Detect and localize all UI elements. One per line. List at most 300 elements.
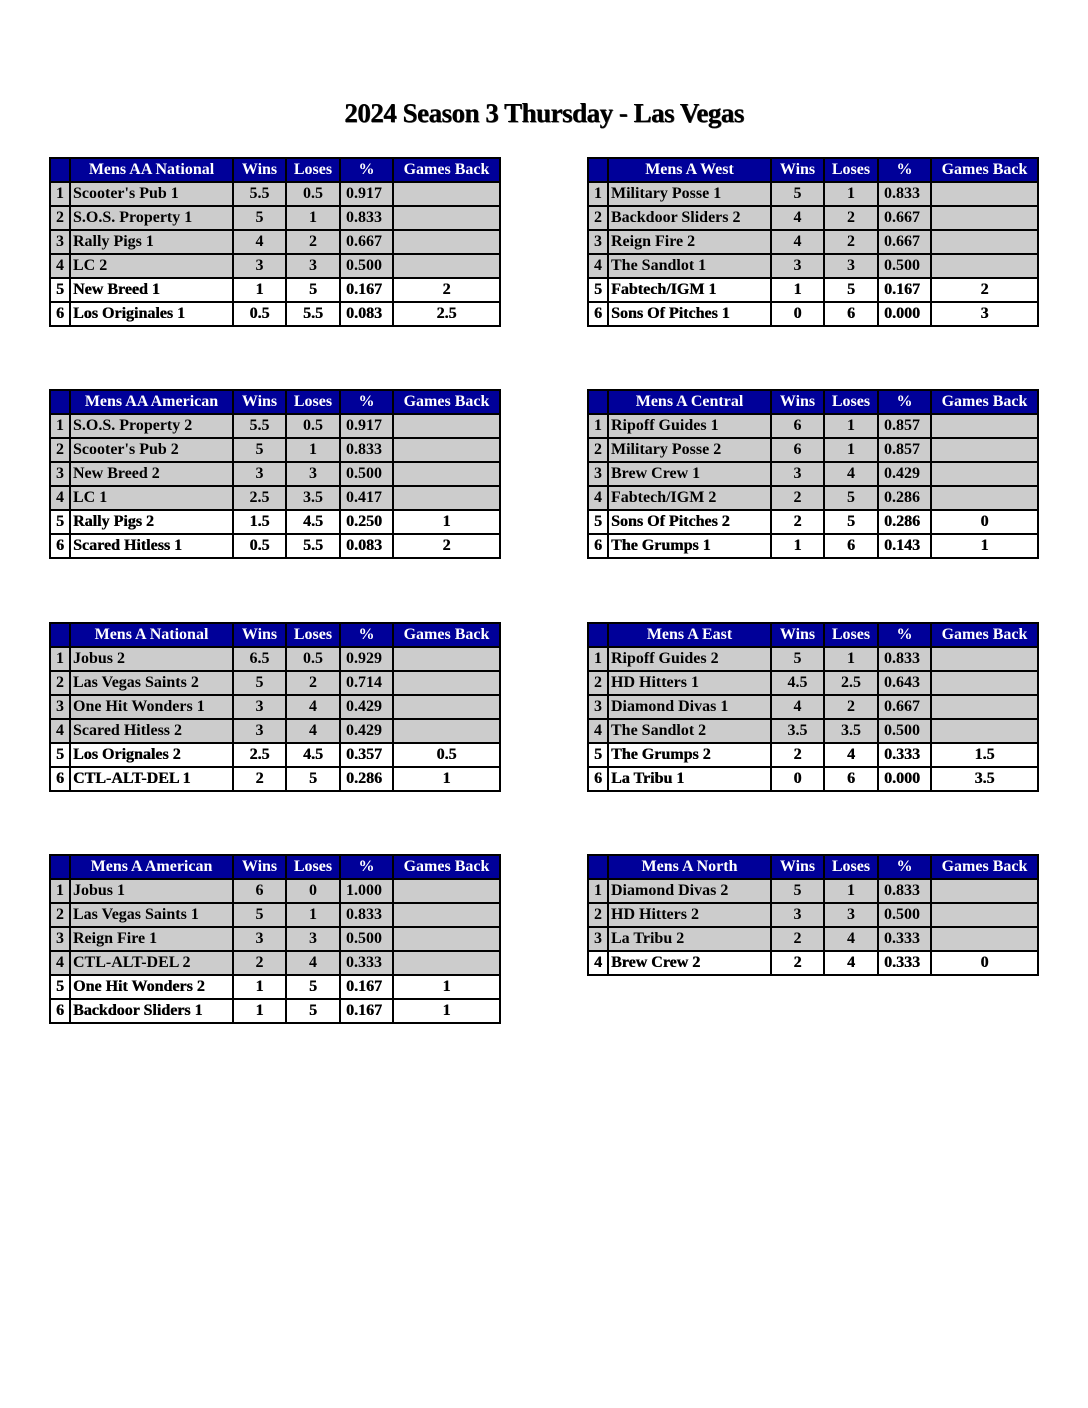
team-name-cell: New Breed 1 xyxy=(70,278,233,302)
team-name-cell: One Hit Wonders 2 xyxy=(70,975,233,999)
rank-cell: 6 xyxy=(50,302,70,326)
loses-cell: 1 xyxy=(824,879,878,903)
table-row xyxy=(50,230,500,254)
games-back-cell: 1.5 xyxy=(931,743,1038,767)
rank-header xyxy=(588,623,608,647)
rank-cell: 5 xyxy=(588,510,608,534)
team-name-cell: Rally Pigs 1 xyxy=(70,230,233,254)
pct-cell: 0.500 xyxy=(340,254,393,278)
games-back-cell xyxy=(393,486,500,510)
team-name-cell: Scared Hitless 1 xyxy=(70,534,233,558)
games-back-cell xyxy=(393,719,500,743)
wins-cell: 5 xyxy=(233,206,286,230)
loses-cell: 1 xyxy=(286,438,340,462)
division-name: Mens A Central xyxy=(608,390,771,414)
rank-cell: 6 xyxy=(50,767,70,791)
wins-cell: 2 xyxy=(771,510,824,534)
games-back-cell: 2 xyxy=(931,278,1038,302)
loses-cell: 2 xyxy=(824,206,878,230)
pct-cell: 0.286 xyxy=(878,486,931,510)
loses-cell: 3 xyxy=(286,254,340,278)
games-back-cell: 0.5 xyxy=(393,743,500,767)
pct-cell: 0.500 xyxy=(878,903,931,927)
loses-cell: 2 xyxy=(824,230,878,254)
division-name: Mens A National xyxy=(70,623,233,647)
wins-cell: 2 xyxy=(771,743,824,767)
team-name-cell: The Sandlot 2 xyxy=(608,719,771,743)
loses-cell: 4.5 xyxy=(286,743,340,767)
table-row xyxy=(588,510,1038,534)
standings-table xyxy=(49,854,501,1024)
loses-cell: 4 xyxy=(824,927,878,951)
games-back-cell: 3.5 xyxy=(931,767,1038,791)
games-back-cell: 0 xyxy=(931,951,1038,975)
rank-cell: 5 xyxy=(50,743,70,767)
loses-cell: 2 xyxy=(286,671,340,695)
loses-header: Loses xyxy=(286,855,340,879)
division-name: Mens A East xyxy=(608,623,771,647)
team-name-cell: CTL-ALT-DEL 2 xyxy=(70,951,233,975)
loses-cell: 4 xyxy=(824,951,878,975)
games-back-cell xyxy=(931,462,1038,486)
wins-header: Wins xyxy=(771,623,824,647)
rank-cell: 1 xyxy=(50,647,70,671)
loses-cell: 1 xyxy=(824,182,878,206)
division-name: Mens AA American xyxy=(70,390,233,414)
wins-cell: 0 xyxy=(771,767,824,791)
table-row xyxy=(50,438,500,462)
table-row xyxy=(588,230,1038,254)
loses-cell: 5 xyxy=(824,510,878,534)
pct-cell: 0.643 xyxy=(878,671,931,695)
wins-cell: 5 xyxy=(771,647,824,671)
wins-cell: 1 xyxy=(771,278,824,302)
table-row xyxy=(50,927,500,951)
rank-cell: 2 xyxy=(588,903,608,927)
games-back-cell xyxy=(393,695,500,719)
rank-cell: 6 xyxy=(50,999,70,1023)
pct-cell: 0.083 xyxy=(340,302,393,326)
standings-table xyxy=(49,157,501,327)
table-row xyxy=(588,879,1038,903)
loses-cell: 3.5 xyxy=(286,486,340,510)
table-row xyxy=(50,975,500,999)
wins-cell: 1 xyxy=(233,999,286,1023)
wins-cell: 2 xyxy=(233,767,286,791)
team-name-cell: Ripoff Guides 1 xyxy=(608,414,771,438)
games-back-cell xyxy=(393,647,500,671)
games-back-cell xyxy=(931,230,1038,254)
games-back-cell xyxy=(931,182,1038,206)
games-back-cell xyxy=(931,486,1038,510)
loses-cell: 4 xyxy=(286,951,340,975)
loses-cell: 0 xyxy=(286,879,340,903)
table-row xyxy=(588,671,1038,695)
loses-cell: 6 xyxy=(824,767,878,791)
team-name-cell: Backdoor Sliders 1 xyxy=(70,999,233,1023)
games-back-header: Games Back xyxy=(393,158,500,182)
loses-cell: 5 xyxy=(286,767,340,791)
rank-cell: 6 xyxy=(588,534,608,558)
table-header-row xyxy=(50,390,500,414)
team-name-cell: The Grumps 2 xyxy=(608,743,771,767)
rank-header xyxy=(50,390,70,414)
table-row xyxy=(50,206,500,230)
wins-cell: 0 xyxy=(771,302,824,326)
rank-cell: 5 xyxy=(588,278,608,302)
rank-cell: 2 xyxy=(588,206,608,230)
team-name-cell: Diamond Divas 2 xyxy=(608,879,771,903)
wins-cell: 3.5 xyxy=(771,719,824,743)
team-name-cell: Reign Fire 2 xyxy=(608,230,771,254)
games-back-cell xyxy=(393,414,500,438)
team-name-cell: Diamond Divas 1 xyxy=(608,695,771,719)
games-back-cell: 1 xyxy=(393,510,500,534)
games-back-cell xyxy=(393,230,500,254)
team-name-cell: One Hit Wonders 1 xyxy=(70,695,233,719)
loses-cell: 4 xyxy=(824,462,878,486)
rank-cell: 1 xyxy=(588,647,608,671)
games-back-cell xyxy=(393,254,500,278)
team-name-cell: La Tribu 2 xyxy=(608,927,771,951)
table-row xyxy=(50,743,500,767)
rank-cell: 5 xyxy=(50,510,70,534)
pct-cell: 0.143 xyxy=(878,534,931,558)
team-name-cell: Brew Crew 2 xyxy=(608,951,771,975)
table-row xyxy=(50,510,500,534)
team-name-cell: Military Posse 1 xyxy=(608,182,771,206)
pct-header: % xyxy=(878,855,931,879)
table-row xyxy=(50,671,500,695)
loses-cell: 4 xyxy=(286,719,340,743)
pct-cell: 0.000 xyxy=(878,302,931,326)
rank-cell: 6 xyxy=(588,302,608,326)
rank-cell: 3 xyxy=(588,695,608,719)
games-back-cell xyxy=(393,462,500,486)
loses-header: Loses xyxy=(824,158,878,182)
table-row xyxy=(588,182,1038,206)
team-name-cell: CTL-ALT-DEL 1 xyxy=(70,767,233,791)
table-header-row xyxy=(588,623,1038,647)
table-header-row xyxy=(50,855,500,879)
wins-cell: 3 xyxy=(233,719,286,743)
division-name: Mens A North xyxy=(608,855,771,879)
wins-header: Wins xyxy=(233,390,286,414)
games-back-cell xyxy=(931,647,1038,671)
pct-cell: 0.167 xyxy=(340,975,393,999)
wins-cell: 4 xyxy=(771,230,824,254)
wins-cell: 1 xyxy=(771,534,824,558)
pct-header: % xyxy=(340,623,393,647)
rank-cell: 2 xyxy=(588,438,608,462)
team-name-cell: Scooter's Pub 2 xyxy=(70,438,233,462)
games-back-cell: 3 xyxy=(931,302,1038,326)
pct-cell: 0.833 xyxy=(878,182,931,206)
wins-cell: 3 xyxy=(233,695,286,719)
loses-header: Loses xyxy=(824,623,878,647)
table-header-row xyxy=(588,158,1038,182)
table-row xyxy=(588,414,1038,438)
team-name-cell: Sons Of Pitches 2 xyxy=(608,510,771,534)
table-row xyxy=(50,903,500,927)
table-row xyxy=(588,903,1038,927)
rank-header xyxy=(50,855,70,879)
rank-cell: 4 xyxy=(588,486,608,510)
games-back-cell xyxy=(393,927,500,951)
team-name-cell: Jobus 1 xyxy=(70,879,233,903)
rank-cell: 2 xyxy=(50,903,70,927)
pct-cell: 0.833 xyxy=(340,903,393,927)
loses-cell: 4 xyxy=(824,743,878,767)
standings-table xyxy=(587,622,1039,792)
rank-cell: 4 xyxy=(588,254,608,278)
games-back-header: Games Back xyxy=(931,623,1038,647)
table-row xyxy=(50,278,500,302)
rank-header xyxy=(50,158,70,182)
loses-cell: 2 xyxy=(286,230,340,254)
loses-cell: 4 xyxy=(286,695,340,719)
division-name: Mens AA National xyxy=(70,158,233,182)
table-row xyxy=(588,206,1038,230)
wins-cell: 6.5 xyxy=(233,647,286,671)
rank-cell: 4 xyxy=(50,254,70,278)
pct-cell: 0.667 xyxy=(878,695,931,719)
pct-cell: 0.857 xyxy=(878,414,931,438)
wins-cell: 0.5 xyxy=(233,302,286,326)
table-row xyxy=(588,647,1038,671)
table-row xyxy=(588,951,1038,975)
table-row xyxy=(588,767,1038,791)
wins-cell: 5.5 xyxy=(233,182,286,206)
loses-header: Loses xyxy=(824,855,878,879)
pct-cell: 0.333 xyxy=(878,927,931,951)
team-name-cell: Las Vegas Saints 2 xyxy=(70,671,233,695)
rank-cell: 6 xyxy=(588,767,608,791)
wins-cell: 2.5 xyxy=(233,743,286,767)
wins-cell: 6 xyxy=(771,414,824,438)
games-back-cell: 2 xyxy=(393,278,500,302)
rank-cell: 2 xyxy=(50,671,70,695)
games-back-cell xyxy=(393,903,500,927)
rank-cell: 1 xyxy=(50,414,70,438)
pct-cell: 0.500 xyxy=(878,254,931,278)
rank-cell: 1 xyxy=(588,182,608,206)
games-back-cell: 1 xyxy=(393,767,500,791)
division-name: Mens A American xyxy=(70,855,233,879)
pct-cell: 0.333 xyxy=(878,951,931,975)
wins-cell: 5 xyxy=(233,671,286,695)
team-name-cell: Scooter's Pub 1 xyxy=(70,182,233,206)
games-back-cell xyxy=(931,879,1038,903)
pct-cell: 0.083 xyxy=(340,534,393,558)
games-back-cell xyxy=(931,414,1038,438)
rank-cell: 5 xyxy=(588,743,608,767)
pct-cell: 0.167 xyxy=(878,278,931,302)
standings-table xyxy=(587,389,1039,559)
wins-cell: 6 xyxy=(233,879,286,903)
games-back-cell: 1 xyxy=(931,534,1038,558)
pct-header: % xyxy=(340,855,393,879)
rank-header xyxy=(588,855,608,879)
rank-cell: 3 xyxy=(588,927,608,951)
team-name-cell: Sons Of Pitches 1 xyxy=(608,302,771,326)
rank-cell: 3 xyxy=(50,230,70,254)
standings-table xyxy=(49,389,501,559)
loses-cell: 2.5 xyxy=(824,671,878,695)
games-back-header: Games Back xyxy=(393,623,500,647)
rank-cell: 1 xyxy=(588,414,608,438)
team-name-cell: HD Hitters 2 xyxy=(608,903,771,927)
wins-cell: 2 xyxy=(771,486,824,510)
rank-cell: 3 xyxy=(588,230,608,254)
table-row xyxy=(50,414,500,438)
pct-cell: 0.500 xyxy=(340,462,393,486)
team-name-cell: Los Orignales 2 xyxy=(70,743,233,767)
team-name-cell: The Sandlot 1 xyxy=(608,254,771,278)
team-name-cell: The Grumps 1 xyxy=(608,534,771,558)
pct-cell: 0.500 xyxy=(340,927,393,951)
loses-cell: 1 xyxy=(286,206,340,230)
wins-cell: 2.5 xyxy=(233,486,286,510)
team-name-cell: HD Hitters 1 xyxy=(608,671,771,695)
pct-cell: 0.714 xyxy=(340,671,393,695)
wins-cell: 2 xyxy=(771,927,824,951)
pct-cell: 0.929 xyxy=(340,647,393,671)
rank-cell: 2 xyxy=(50,206,70,230)
wins-header: Wins xyxy=(771,855,824,879)
table-row xyxy=(588,462,1038,486)
pct-cell: 0.667 xyxy=(340,230,393,254)
table-row xyxy=(588,534,1038,558)
loses-cell: 3 xyxy=(286,462,340,486)
wins-cell: 5 xyxy=(771,879,824,903)
wins-header: Wins xyxy=(233,855,286,879)
table-row xyxy=(50,719,500,743)
wins-cell: 3 xyxy=(233,462,286,486)
rank-cell: 4 xyxy=(588,951,608,975)
loses-cell: 1 xyxy=(824,438,878,462)
rank-cell: 4 xyxy=(50,486,70,510)
team-name-cell: Los Originales 1 xyxy=(70,302,233,326)
loses-cell: 0.5 xyxy=(286,182,340,206)
table-header-row xyxy=(588,390,1038,414)
team-name-cell: S.O.S. Property 1 xyxy=(70,206,233,230)
loses-cell: 5 xyxy=(824,486,878,510)
wins-cell: 4 xyxy=(771,206,824,230)
games-back-header: Games Back xyxy=(931,855,1038,879)
team-name-cell: LC 1 xyxy=(70,486,233,510)
games-back-header: Games Back xyxy=(393,855,500,879)
table-row xyxy=(588,438,1038,462)
wins-header: Wins xyxy=(771,390,824,414)
team-name-cell: Brew Crew 1 xyxy=(608,462,771,486)
pct-cell: 0.429 xyxy=(340,719,393,743)
loses-cell: 3 xyxy=(286,927,340,951)
pct-cell: 0.286 xyxy=(878,510,931,534)
pct-cell: 0.917 xyxy=(340,414,393,438)
rank-cell: 5 xyxy=(50,278,70,302)
games-back-cell: 1 xyxy=(393,999,500,1023)
pct-cell: 0.333 xyxy=(878,743,931,767)
table-header-row xyxy=(50,623,500,647)
table-row xyxy=(50,767,500,791)
pct-header: % xyxy=(878,158,931,182)
pct-cell: 0.667 xyxy=(878,230,931,254)
wins-cell: 5 xyxy=(233,438,286,462)
games-back-cell xyxy=(393,879,500,903)
games-back-cell xyxy=(393,951,500,975)
wins-cell: 1.5 xyxy=(233,510,286,534)
games-back-header: Games Back xyxy=(931,158,1038,182)
rank-cell: 4 xyxy=(50,719,70,743)
wins-cell: 1 xyxy=(233,975,286,999)
rank-cell: 4 xyxy=(50,951,70,975)
table-row xyxy=(50,302,500,326)
pct-cell: 0.250 xyxy=(340,510,393,534)
team-name-cell: Ripoff Guides 2 xyxy=(608,647,771,671)
wins-cell: 3 xyxy=(233,927,286,951)
wins-cell: 3 xyxy=(771,254,824,278)
team-name-cell: Backdoor Sliders 2 xyxy=(608,206,771,230)
rank-header xyxy=(588,158,608,182)
table-row xyxy=(50,534,500,558)
team-name-cell: Fabtech/IGM 2 xyxy=(608,486,771,510)
table-header-row xyxy=(588,855,1038,879)
rank-cell: 4 xyxy=(588,719,608,743)
team-name-cell: Jobus 2 xyxy=(70,647,233,671)
pct-cell: 0.429 xyxy=(878,462,931,486)
rank-cell: 6 xyxy=(50,534,70,558)
standings-table xyxy=(49,622,501,792)
table-row xyxy=(588,719,1038,743)
standings-table xyxy=(587,157,1039,327)
division-name: Mens A West xyxy=(608,158,771,182)
loses-cell: 6 xyxy=(824,302,878,326)
pct-cell: 0.667 xyxy=(878,206,931,230)
games-back-cell: 0 xyxy=(931,510,1038,534)
page-title: 2024 Season 3 Thursday - Las Vegas xyxy=(344,98,744,128)
wins-cell: 4 xyxy=(233,230,286,254)
games-back-cell xyxy=(393,671,500,695)
games-back-header: Games Back xyxy=(393,390,500,414)
table-row xyxy=(588,278,1038,302)
loses-cell: 0.5 xyxy=(286,414,340,438)
pct-cell: 0.429 xyxy=(340,695,393,719)
team-name-cell: S.O.S. Property 2 xyxy=(70,414,233,438)
standings-table xyxy=(587,854,1039,976)
rank-cell: 3 xyxy=(50,462,70,486)
loses-cell: 5 xyxy=(286,278,340,302)
pct-cell: 0.167 xyxy=(340,278,393,302)
games-back-cell xyxy=(931,438,1038,462)
table-row xyxy=(50,647,500,671)
pct-cell: 0.357 xyxy=(340,743,393,767)
pct-cell: 0.917 xyxy=(340,182,393,206)
loses-cell: 6 xyxy=(824,534,878,558)
rank-header xyxy=(588,390,608,414)
loses-header: Loses xyxy=(824,390,878,414)
loses-header: Loses xyxy=(286,390,340,414)
pct-header: % xyxy=(340,158,393,182)
table-row xyxy=(50,254,500,278)
pct-cell: 0.333 xyxy=(340,951,393,975)
wins-cell: 5 xyxy=(771,182,824,206)
pct-cell: 0.500 xyxy=(878,719,931,743)
wins-cell: 2 xyxy=(233,951,286,975)
games-back-header: Games Back xyxy=(931,390,1038,414)
rank-cell: 1 xyxy=(50,182,70,206)
team-name-cell: Military Posse 2 xyxy=(608,438,771,462)
